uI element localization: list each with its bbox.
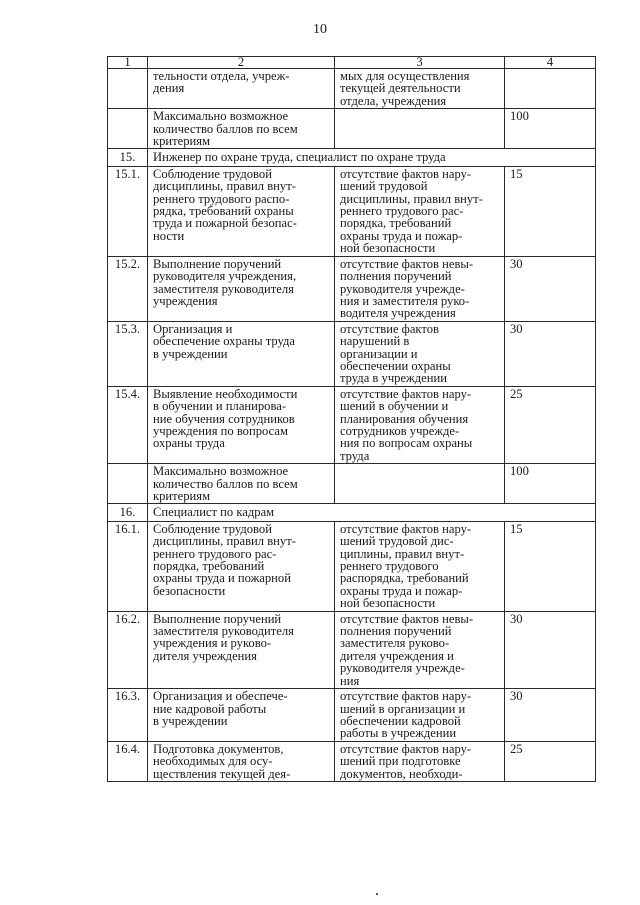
indicator-cell bbox=[335, 109, 505, 149]
table-row bbox=[108, 69, 596, 109]
section-row bbox=[108, 504, 596, 521]
table-header-row bbox=[108, 57, 596, 69]
criterion-cell: Соблюдение трудовой дисциплины, правил внут- реннего трудового рас- порядка, требований охраны труда и пожарной безопасности bbox=[148, 521, 335, 611]
scan-speck bbox=[376, 893, 378, 895]
points-cell: 100 bbox=[505, 109, 596, 149]
points-cell: 25 bbox=[505, 741, 596, 781]
row-number bbox=[108, 109, 148, 149]
row-number: 16.2. bbox=[108, 611, 148, 688]
points-cell: 25 bbox=[505, 386, 596, 463]
indicator-cell bbox=[335, 464, 505, 504]
indicator-cell: отсутствие фактов нару- шений в обучении и планирования обучения сотрудников учрежде- ния по вопросам охраны труда bbox=[335, 386, 505, 463]
table-row bbox=[108, 321, 596, 386]
row-number: 16.3. bbox=[108, 689, 148, 742]
row-number: 15.2. bbox=[108, 256, 148, 321]
header-col-3: 3 bbox=[335, 57, 505, 69]
points-cell: 100 bbox=[505, 464, 596, 504]
criterion-cell: Выполнение поручений заместителя руководителя учреждения и руково- дителя учреждения bbox=[148, 611, 335, 688]
table-row bbox=[108, 689, 596, 742]
indicator-cell: отсутствие фактов нарушений в организации и обеспечении охраны труда в учреждении bbox=[335, 321, 505, 386]
section-title: Специалист по кадрам bbox=[148, 504, 596, 521]
criterion-cell: Организация и обеспече- ние кадровой работы в учреждении bbox=[148, 689, 335, 742]
indicator-cell: отсутствие фактов невы- полнения поручений руководителя учрежде- ния и заместителя руко- водителя учреждения bbox=[335, 256, 505, 321]
table-row bbox=[108, 166, 596, 256]
points-cell: 15 bbox=[505, 166, 596, 256]
indicator-cell: мых для осуществления текущей деятельности отдела, учреждения bbox=[335, 69, 505, 109]
criterion-cell: Соблюдение трудовой дисциплины, правил внут- реннего трудового распо- рядка, требований охраны труда и пожарной безопас- ности bbox=[148, 166, 335, 256]
row-number bbox=[108, 69, 148, 109]
indicator-cell: отсутствие фактов невы- полнения поручений заместителя руково- дителя учреждения и руководителя учрежде- ния bbox=[335, 611, 505, 688]
criterion-cell: Выполнение поручений руководителя учреждения, заместителя руководителя учреждения bbox=[148, 256, 335, 321]
row-number: 15.1. bbox=[108, 166, 148, 256]
criteria-table bbox=[107, 56, 596, 782]
indicator-cell: отсутствие фактов нару- шений при подготовке документов, необходи- bbox=[335, 741, 505, 781]
section-row bbox=[108, 149, 596, 166]
table-row bbox=[108, 464, 596, 504]
points-cell: 30 bbox=[505, 321, 596, 386]
row-number: 15.4. bbox=[108, 386, 148, 463]
indicator-cell: отсутствие фактов нару- шений трудовой дисциплины, правил внут- реннего трудового рас- порядка, требований охраны труда и пожар- ной безопасности bbox=[335, 166, 505, 256]
table-row bbox=[108, 521, 596, 611]
row-number: 15.3. bbox=[108, 321, 148, 386]
points-cell bbox=[505, 69, 596, 109]
table-row bbox=[108, 109, 596, 149]
section-title: Инженер по охране труда, специалист по охране труда bbox=[148, 149, 596, 166]
criterion-cell: Подготовка документов, необходимых для осу- ществления текущей дея- bbox=[148, 741, 335, 781]
indicator-cell: отсутствие фактов нару- шений трудовой дис- циплины, правил внут- реннего трудового распорядка, требований охраны труда и пожар- ной безопасности bbox=[335, 521, 505, 611]
criterion-cell: Организация и обеспечение охраны труда в учреждении bbox=[148, 321, 335, 386]
points-cell: 30 bbox=[505, 256, 596, 321]
table-row bbox=[108, 741, 596, 781]
points-cell: 30 bbox=[505, 689, 596, 742]
row-number bbox=[108, 464, 148, 504]
row-number: 16.4. bbox=[108, 741, 148, 781]
header-col-4: 4 bbox=[505, 57, 596, 69]
section-number: 15. bbox=[108, 149, 148, 166]
page-number: 10 bbox=[313, 22, 327, 37]
points-cell: 15 bbox=[505, 521, 596, 611]
criterion-cell: Максимально возможное количество баллов по всем критериям bbox=[148, 109, 335, 149]
row-number: 16.1. bbox=[108, 521, 148, 611]
header-col-2: 2 bbox=[148, 57, 335, 69]
section-number: 16. bbox=[108, 504, 148, 521]
header-col-1: 1 bbox=[108, 57, 148, 69]
table-row bbox=[108, 256, 596, 321]
criterion-cell: Максимально возможное количество баллов по всем критериям bbox=[148, 464, 335, 504]
criterion-cell: тельности отдела, учреж- дения bbox=[148, 69, 335, 109]
points-cell: 30 bbox=[505, 611, 596, 688]
criterion-cell: Выявление необходимости в обучении и планирова- ние обучения сотрудников учреждения по вопросам охраны труда bbox=[148, 386, 335, 463]
table-row bbox=[108, 611, 596, 688]
indicator-cell: отсутствие фактов нару- шений в организации и обеспечении кадровой работы в учреждении bbox=[335, 689, 505, 742]
table-row bbox=[108, 386, 596, 463]
